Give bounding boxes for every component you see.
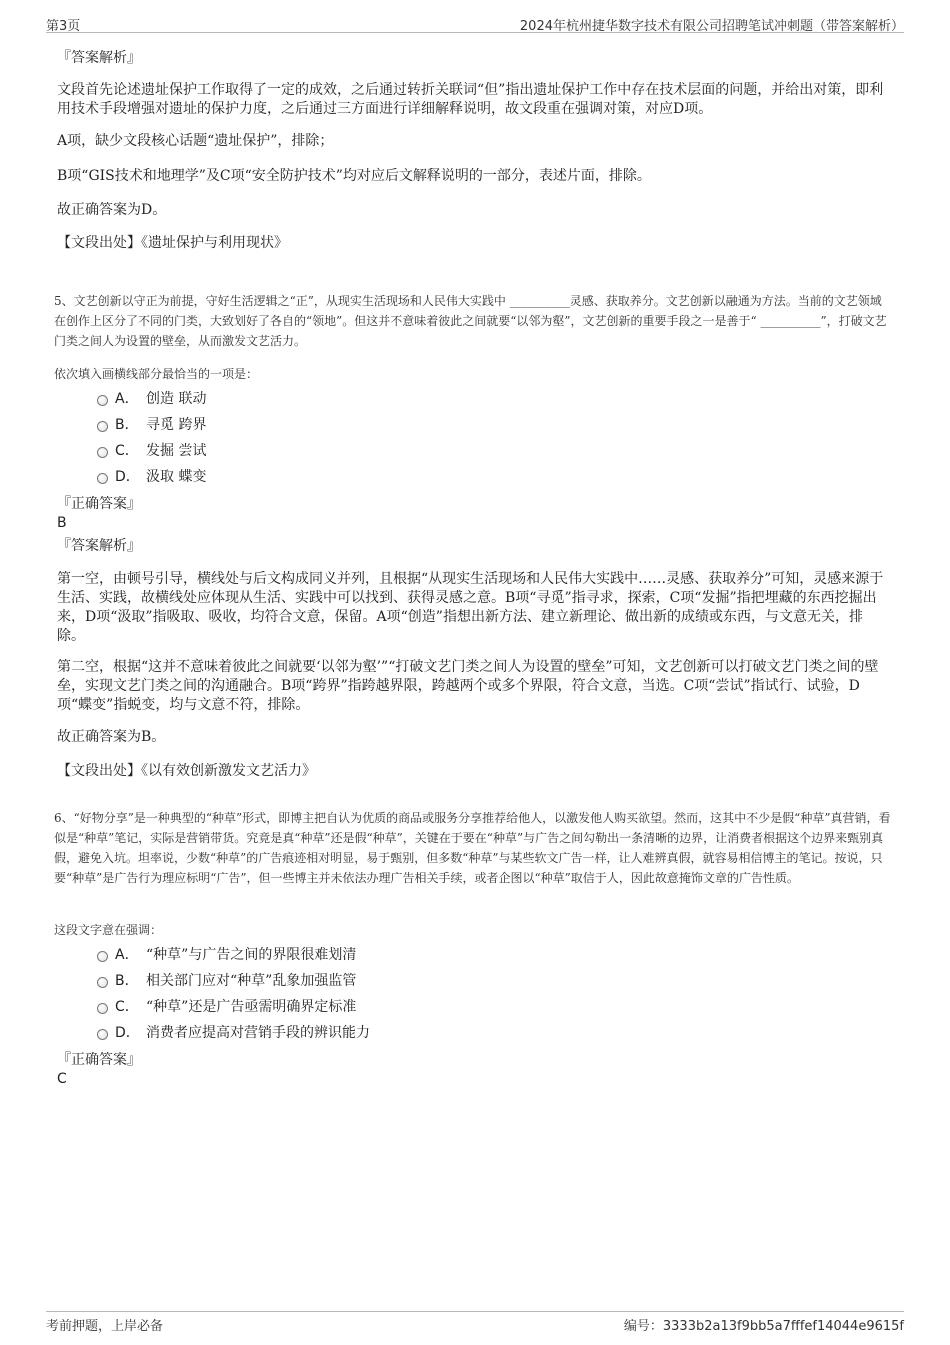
q5-option-b[interactable] <box>57 412 457 438</box>
q5-analysis-p1: 第一空，由顿号引导，横线处与后文构成同义并列，且根据“从现实生活现场和人民伟大实践中……灵感、获取养分”可知，灵感来源于生活、实践，故横线处应体现从生活、实践中可以找到、获得灵感之意。B项“寻觅”指寻求，探索，C项“发掘”指把埋藏的东西挖掘出来，D项“汲取”指吸取、吸收，均符合文意，保留。A项“创造”指想出新方法、建立新理论、做出新的成绩或东西，与文意无关，排除。 <box>57 571 884 644</box>
footer-slogan: 考前押题，上岸必备 <box>46 1319 164 1334</box>
q5-prompt: 依次填入画横线部分最恰当的一项是： <box>54 367 259 381</box>
q6-answer-tag: 『正确答案』 <box>57 1052 141 1068</box>
radio-button[interactable] <box>97 1029 108 1040</box>
q5-option-c[interactable] <box>57 438 457 464</box>
option-text: 消费者应提高对营销手段的辨识能力 <box>146 1025 370 1041</box>
q6-option-b[interactable] <box>57 968 557 994</box>
option-letter: C． <box>115 999 139 1015</box>
q6-option-d[interactable] <box>57 1020 557 1046</box>
option-letter: B． <box>115 417 139 433</box>
q5-answer-tag: 『正确答案』 <box>57 496 141 512</box>
page-header <box>46 14 904 33</box>
q5-option-d[interactable] <box>57 464 457 490</box>
option-text: 相关部门应对“种草”乱象加强监管 <box>146 973 357 989</box>
q5-options <box>57 386 457 490</box>
document-id: 编号：3333b2a13f9bb5a7fffef14044e9615f <box>623 1319 904 1334</box>
q5-analysis-tag: 『答案解析』 <box>57 538 141 554</box>
q5-source: 【文段出处】《以有效创新激发文艺活力》 <box>57 763 316 779</box>
radio-button[interactable] <box>97 421 108 432</box>
option-text: “种草”还是广告亟需明确界定标准 <box>146 999 357 1015</box>
radio-button[interactable] <box>97 447 108 458</box>
q4-analysis-p2: A项，缺少文段核心话题“遗址保护”，排除； <box>57 133 334 149</box>
radio-button[interactable] <box>97 395 108 406</box>
radio-button[interactable] <box>97 951 108 962</box>
q6-answer: C <box>57 1071 67 1087</box>
q6-option-a[interactable] <box>57 942 557 968</box>
q5-analysis-p3: 故正确答案为B。 <box>57 729 166 745</box>
option-letter: D． <box>115 469 140 485</box>
q5-analysis-p2: 第二空，根据“这并不意味着彼此之间就要‘以邻为壑’”“打破文艺门类之间人为设置的壁垒”可知，文艺创新可以打破文艺门类之间的壁垒，实现文艺门类之间的沟通融合。B项“跨界”指跨越界限，跨越两个或多个界限，符合文意，当选。C项“尝试”指试行、试验，D项“蝶变”指蜕变，均与文意不符，排除。 <box>57 659 879 713</box>
q4-analysis-p3: B项“GIS技术和地理学”及C项“安全防护技术”均对应后文解释说明的一部分，表述片面，排除。 <box>57 168 651 184</box>
option-letter: D． <box>115 1025 140 1041</box>
q4-analysis-p1: 文段首先论述遗址保护工作取得了一定的成效，之后通过转折关联词“但”指出遗址保护工作中存在技术层面的问题，并给出对策，即利用技术手段增强对遗址的保护力度，之后通过三方面进行详细解释说明，故文段重在强调对策，对应D项。 <box>57 82 884 117</box>
option-letter: B． <box>115 973 139 989</box>
radio-button[interactable] <box>97 473 108 484</box>
radio-button[interactable] <box>97 977 108 988</box>
option-text: 汲取 蝶变 <box>146 469 207 485</box>
q4-analysis-tag: 『答案解析』 <box>57 50 141 66</box>
q6-option-c[interactable] <box>57 994 557 1020</box>
q5-option-a[interactable] <box>57 386 457 412</box>
option-letter: A． <box>115 947 139 963</box>
document-title: 2024年杭州捷华数字技术有限公司招聘笔试冲刺题（带答案解析） <box>519 19 904 34</box>
option-letter: A． <box>115 391 139 407</box>
page-number: 第3页 <box>46 19 81 34</box>
option-text: “种草”与广告之间的界限很难划清 <box>146 947 357 963</box>
q5-stem: 5、文艺创新以守正为前提，守好生活逻辑之“正”，从现实生活现场和人民伟大实践中 __________灵感、获取养分。文艺创新以融通为方法。当前的文艺领域在创作上区分了不同的门类，大致划好了各自的“领地”。但这并不意味着彼此之间就要“以邻为壑”，文艺创新的重要手段之一是善于“ __________”，打破文艺门类之间人为设置的壁垒，从而激发文艺活力。 <box>54 294 887 348</box>
q6-stem: 6、“好物分享”是一种典型的“种草”形式，即博主把自认为优质的商品或服务分享推荐给他人，以激发他人购买欲望。然而，这其中不少是假“种草”真营销，看似是“种草”笔记，实际是营销带货。究竟是真“种草”还是假“种草”，关键在于要在“种草”与广告之间勾勒出一条清晰的边界，让消费者根据这个边界来甄别真假，避免入坑。坦率说，少数“种草”的广告痕迹相对明显，易于甄别，但多数“种草”与某些软文广告一样，让人难辨真假，就容易相信博主的笔记。按说，只要“种草”是广告行为理应标明“广告”，但一些博主并未依法办理广告相关手续，或者企图以“种草”取信于人，因此故意掩饰文章的广告性质。 <box>54 811 891 885</box>
q6-options <box>57 942 557 1046</box>
option-text: 创造 联动 <box>146 391 207 407</box>
page-footer <box>46 1311 904 1334</box>
q5-answer: B <box>57 515 67 531</box>
q4-analysis-p4: 故正确答案为D。 <box>57 202 167 218</box>
option-text: 寻觅 跨界 <box>146 417 207 433</box>
q6-prompt: 这段文字意在强调： <box>54 923 163 937</box>
option-text: 发掘 尝试 <box>146 443 207 459</box>
q4-source: 【文段出处】《遗址保护与利用现状》 <box>57 235 288 251</box>
option-letter: C． <box>115 443 139 459</box>
radio-button[interactable] <box>97 1003 108 1014</box>
